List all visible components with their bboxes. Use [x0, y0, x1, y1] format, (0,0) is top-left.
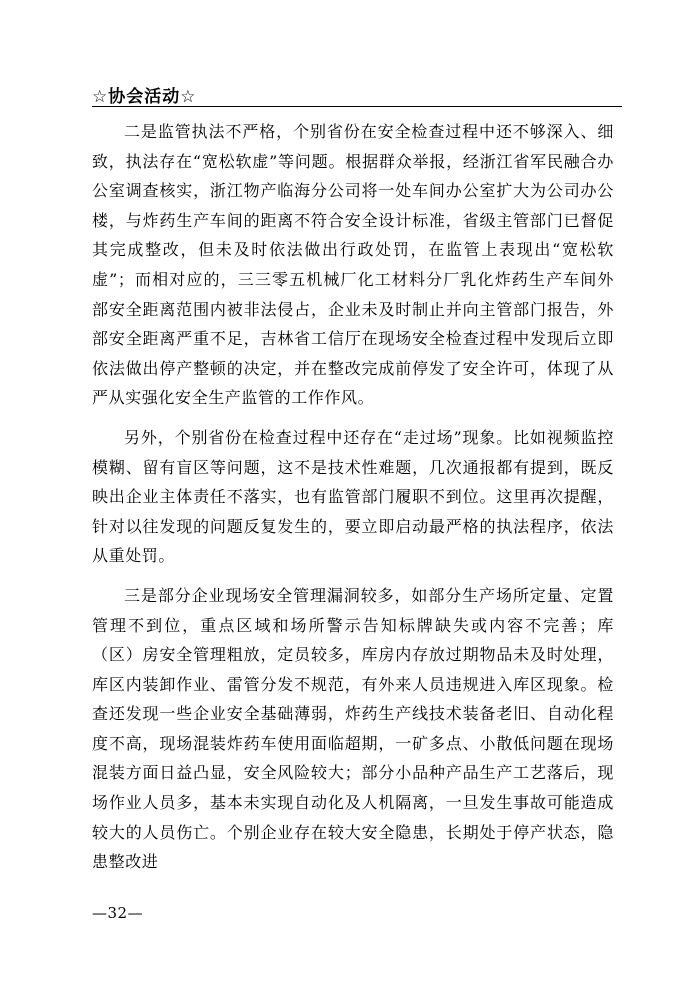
document-body [92, 117, 614, 887]
paragraph-formality: 另外，个别省份在检查过程中还存在“走过场”现象。比如视频监控模糊、留有盲区等问题，这不是技术性难题，几次通报都有提到，既反映出企业主体责任不落实，也有监管部门履职不到位。这里再次提醒，针对以往发现的问题反复发生的，要立即启动最严格的执法程序，依法从重处罚。 [92, 427, 614, 566]
paragraph-supervision: 二是监管执法不严格，个别省份在安全检查过程中还不够深入、细致，执法存在“宽松软虚”等问题。根据群众举报，经浙江省军民融合办公室调查核实，浙江物产临海分公司将一处车间办公室扩大为公司办公楼，与炸药生产车间的距离不符合安全设计标准，省级主管部门已督促其完成整改，但未及时依法做出行政处罚，在监管上表现出“宽松软虚”；而相对应的，三三零五机械厂化工材料分厂乳化炸药生产车间外部安全距离范围内被非法侵占，企业未及时制止并向主管部门报告，外部安全距离严重不足，吉林省工信厅在现场安全检查过程中发现后立即依法做出停产整顿的决定，并在整改完成前停发了安全许可，体现了从严从实强化安全生产监管的工作作风。 [92, 122, 614, 408]
page-number: —32— [92, 904, 144, 922]
header-divider [92, 106, 622, 107]
paragraph-site-safety: 三是部分企业现场安全管理漏洞较多，如部分生产场所定量、定置管理不到位，重点区域和场所警示告知标牌缺失或内容不完善；库（区）房安全管理粗放，定员较多，库房内存放过期物品未及时处理，库区内装卸作业、雷管分发不规范，有外来人员违规进入库区现象。检查还发现一些企业安全基础薄弱，炸药生产线技术装备老旧、自动化程度不高，现场混装炸药车使用面临超期，一矿多点、小散低问题在现场混装方面日益凸显，安全风险较大；部分小品种产品生产工艺落后，现场作业人员多，基本未实现自动化及人机隔离，一旦发生事故可能造成较大的人员伤亡。个别企业存在较大安全隐患，长期处于停产状态，隐患整改进 [92, 585, 614, 872]
section-header: ☆协会活动☆ [92, 87, 197, 107]
